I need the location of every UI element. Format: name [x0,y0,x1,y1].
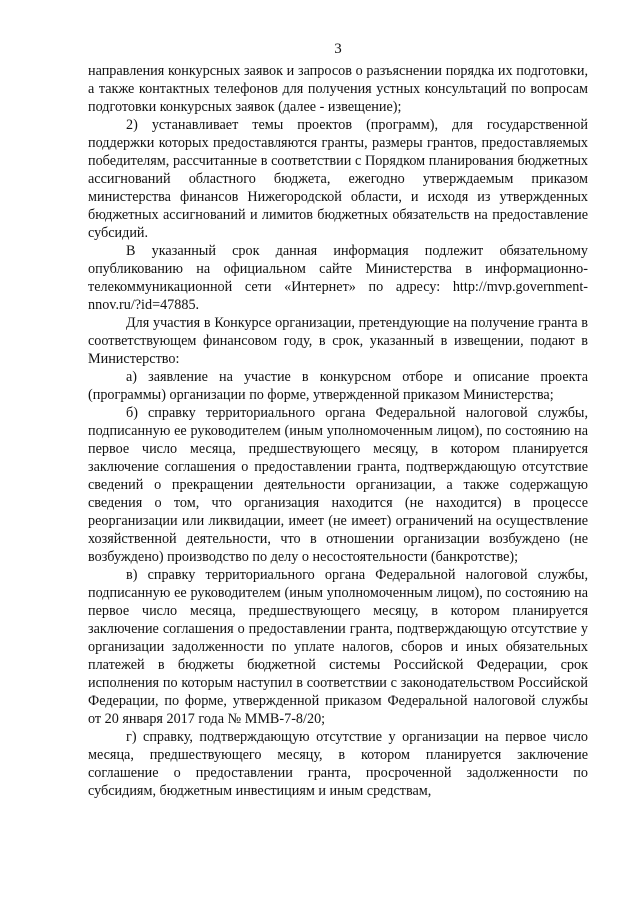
paragraph-notice-continuation: направления конкурсных заявок и запросов о разъяснении порядка их подготовки, а также контактных телефонов для получения устных консультаций по вопросам подготовки конкурсных заявок (далее - извещение); [88,63,588,115]
paragraph-item-v: в) справку территориального органа Федеральной налоговой службы, подписанную ее руководителем (иным уполномоченным лицом), по состоянию на первое число месяца, предшествующего месяцу, в котором планируется заключение соглашения о предоставлении гранта, подтверждающую отсутствие у организации задолженности по уплате налогов, сборов и иных обязательных платежей в бюджеты бюджетной системы Российской Федерации, срок исполнения по которым наступил в соответствии с законодательством Российской Федерации, по форме, утвержденной приказом Федеральной налоговой службы от 20 января 2017 года № ММВ-7-8/20; [88,567,588,727]
paragraph-item-g: г) справку, подтверждающую отсутствие у организации на первое число месяца, предшествующего месяцу, в котором планируется заключение соглашение о предоставлении гранта, просроченной задолженности по субсидиям, бюджетным инвестициям и иным средствам, [88,729,588,799]
page-number: 3 [334,41,342,57]
paragraph-item-b: б) справку территориального органа Федеральной налоговой службы, подписанную ее руководителем (иным уполномоченным лицом), по состоянию на первое число месяца, предшествующего месяцу, в котором планируется заключение соглашения о предоставлении гранта, подтверждающую отсутствие сведений о прекращении деятельности организации, а также содержащую сведения о том, что организация находится (не находится) в процессе реорганизации или ликвидации, имеет (не имеет) ограничений на осуществление хозяйственной деятельности, что в отношении организации возбуждено (не возбуждено) производство по делу о несостоятельности (банкротстве); [88,405,588,565]
document-body [88,62,588,800]
paragraph-participation: Для участия в Конкурсе организации, претендующие на получение гранта в соответствующем финансовом году, в срок, указанный в извещении, подают в Министерство: [88,315,588,367]
paragraph-item-a: а) заявление на участие в конкурсном отборе и описание проекта (программы) организации по форме, утвержденной приказом Министерства; [88,369,588,403]
paragraph-publication: В указанный срок данная информация подлежит обязательному опубликованию на официальном сайте Министерства в информационно-телекоммуникационной сети «Интернет» по адресу: http://mvp.government-nnov.ru/?id=47885. [88,243,588,313]
paragraph-item-2-topics: 2) устанавливает темы проектов (программ), для государственной поддержки которых предоставляются гранты, размеры грантов, предоставляемых победителям, рассчитанные в соответствии с Порядком планирования бюджетных ассигнований областного бюджета, ежегодно утверждаемым приказом министерства финансов Нижегородской области, и исходя из утвержденных бюджетных ассигнований и лимитов бюджетных обязательств на предоставление субсидий. [88,117,588,241]
